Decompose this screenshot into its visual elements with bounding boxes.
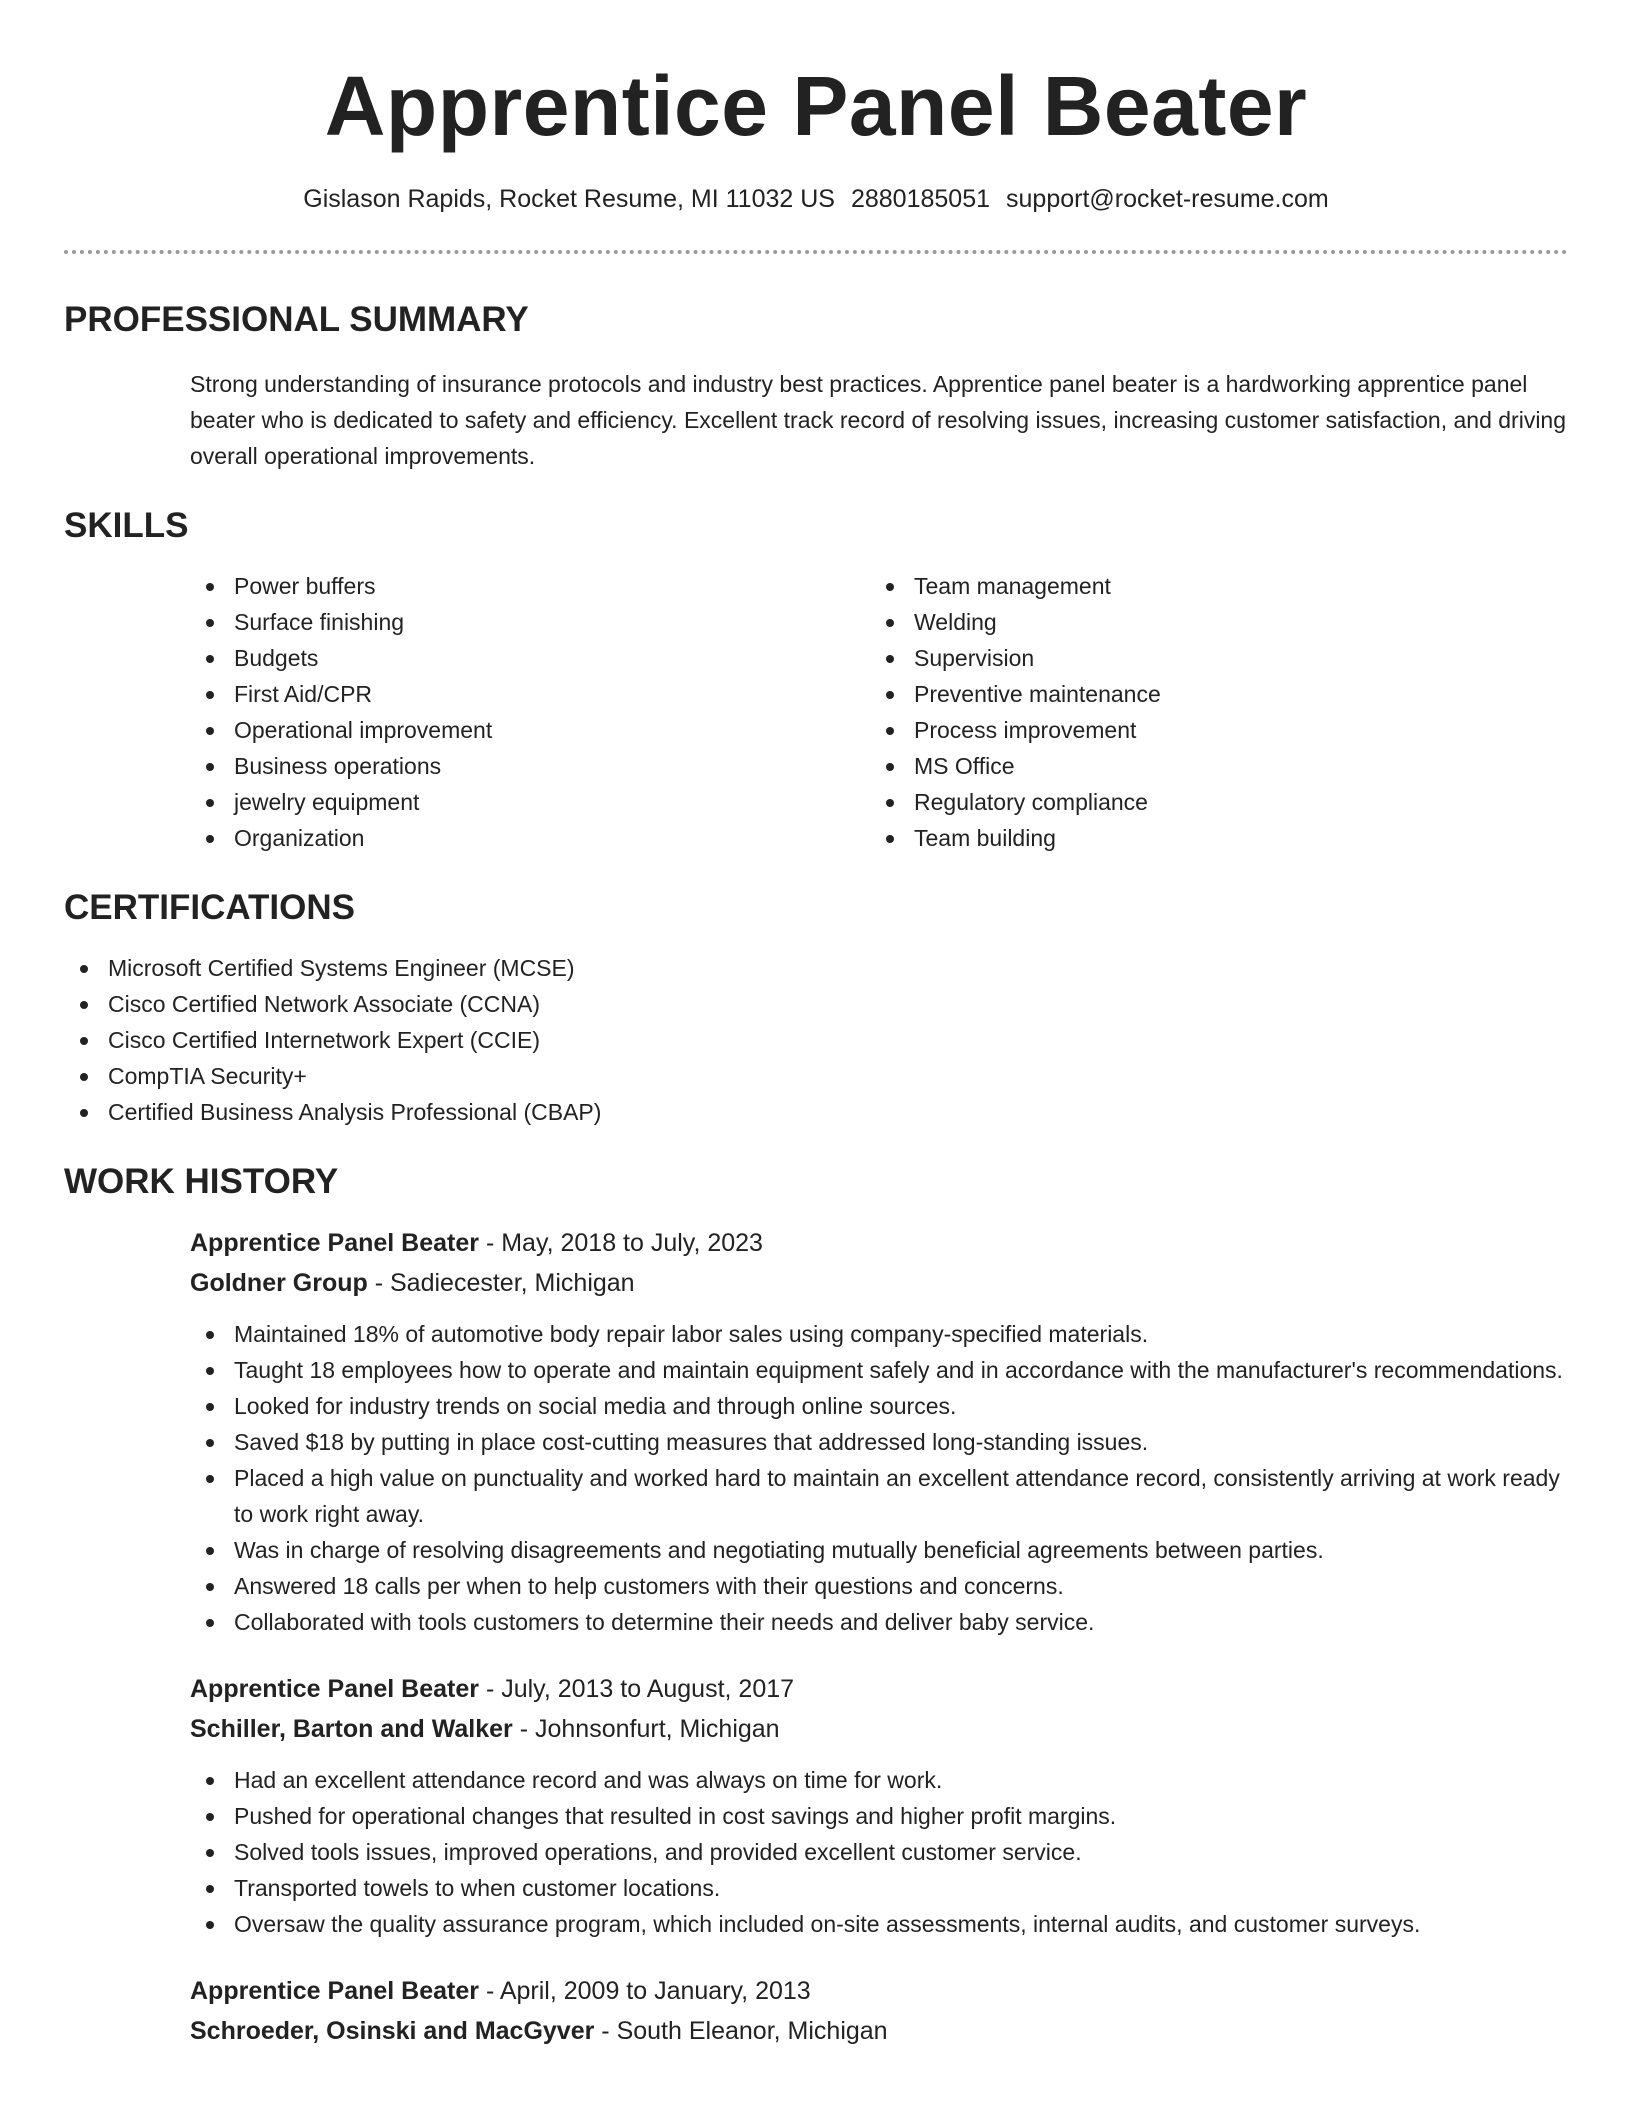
certifications-heading: CERTIFICATIONS [64,888,356,927]
job-duty: Transported towels to when customer locations. [190,1870,1568,1906]
job-company: Schiller, Barton and Walker [190,1715,513,1743]
certification-item: Cisco Certified Network Associate (CCNA) [64,986,1568,1022]
skill-item: Supervision [870,640,1550,676]
skills-section [64,504,1568,856]
skill-item: Team building [870,820,1550,856]
job-dates: - July, 2013 to August, 2017 [479,1675,795,1703]
resume-page [64,0,1568,2050]
skills-columns [190,568,1568,856]
skills-column-left [190,568,870,856]
certification-item: Cisco Certified Internetwork Expert (CCIE) [64,1022,1568,1058]
skill-item: First Aid/CPR [190,676,870,712]
job-title-line [190,1972,1568,2010]
job-dates: - April, 2009 to January, 2013 [479,1977,811,2005]
contact-email: support@rocket-resume.com [1006,185,1329,213]
job-duty: Oversaw the quality assurance program, which included on-site assessments, internal audits, and customer surveys. [190,1906,1568,1942]
job-role: Apprentice Panel Beater [190,1229,479,1257]
job-entry [190,1670,1568,1942]
job-duties-list [64,1762,1568,1942]
skill-item: Power buffers [190,568,870,604]
skills-column-right [870,568,1550,856]
skill-item: MS Office [870,748,1550,784]
job-duty: Had an excellent attendance record and was always on time for work. [190,1762,1568,1798]
skill-item: Surface finishing [190,604,870,640]
job-dates: - May, 2018 to July, 2023 [479,1229,763,1257]
job-duty: Taught 18 employees how to operate and maintain equipment safely and in accordance with the manufacturer's recommendations. [190,1352,1568,1388]
job-duties-list [64,1316,1568,1640]
job-company: Schroeder, Osinski and MacGyver [190,2017,595,2045]
work-history-heading: WORK HISTORY [64,1162,339,1201]
skill-item: Operational improvement [190,712,870,748]
certifications-section [64,886,1568,1130]
job-role: Apprentice Panel Beater [190,1977,479,2005]
contact-address: Gislason Rapids, Rocket Resume, MI 11032 US [303,185,835,213]
header-divider [64,250,1568,254]
certification-item: Certified Business Analysis Professional (CBAP) [64,1094,1568,1130]
contact-line [64,182,1568,216]
skill-item: Process improvement [870,712,1550,748]
skill-item: Preventive maintenance [870,676,1550,712]
skills-list-left [190,568,870,856]
job-duty: Saved $18 by putting in place cost-cutting measures that addressed long-standing issues. [190,1424,1568,1460]
job-duty: Solved tools issues, improved operations, and provided excellent customer service. [190,1834,1568,1870]
certification-item: CompTIA Security+ [64,1058,1568,1094]
job-title-line [190,1670,1568,1708]
job-location: - Johnsonfurt, Michigan [512,1715,780,1743]
job-entry [190,1224,1568,1640]
job-entry [190,1972,1568,2050]
work-history-section [64,1160,1568,2050]
skills-heading: SKILLS [64,506,189,545]
contact-phone: 2880185051 [850,185,991,213]
summary-text: Strong understanding of insurance protocols and industry best practices. Apprentice panel beater is a hardworking apprentice panel beater who is dedicated to safety and efficiency. Excellent track record of resolving issues, increasing customer satisfaction, and driving overall operational improvements. [190,371,1567,469]
skill-item: Business operations [190,748,870,784]
summary-heading: PROFESSIONAL SUMMARY [64,300,529,339]
job-company-line [190,1264,1568,1302]
skill-item: Organization [190,820,870,856]
certifications-list [64,950,1568,1130]
skills-list-right [870,568,1550,856]
job-duty: Placed a high value on punctuality and worked hard to maintain an excellent attendance record, consistently arriving at work ready to work right away. [190,1460,1568,1532]
job-duty: Was in charge of resolving disagreements and negotiating mutually beneficial agreements between parties. [190,1532,1568,1568]
skill-item: jewelry equipment [190,784,870,820]
job-location: - Sadiecester, Michigan [367,1269,635,1297]
job-company: Goldner Group [190,1269,368,1297]
job-duty: Maintained 18% of automotive body repair labor sales using company-specified materials. [190,1316,1568,1352]
skill-item: Regulatory compliance [870,784,1550,820]
summary-section [64,298,1568,474]
job-duty: Collaborated with tools customers to determine their needs and deliver baby service. [190,1604,1568,1640]
candidate-name: Apprentice Panel Beater [324,59,1308,153]
certification-item: Microsoft Certified Systems Engineer (MCSE) [64,950,1568,986]
job-role: Apprentice Panel Beater [190,1675,479,1703]
job-duty: Looked for industry trends on social media and through online sources. [190,1388,1568,1424]
skill-item: Team management [870,568,1550,604]
job-location: - South Eleanor, Michigan [594,2017,888,2045]
job-duty: Pushed for operational changes that resulted in cost savings and higher profit margins. [190,1798,1568,1834]
skill-item: Welding [870,604,1550,640]
job-company-line [190,1710,1568,1748]
job-title-line [190,1224,1568,1262]
job-duty: Answered 18 calls per when to help customers with their questions and concerns. [190,1568,1568,1604]
job-company-line [190,2012,1568,2050]
skill-item: Budgets [190,640,870,676]
